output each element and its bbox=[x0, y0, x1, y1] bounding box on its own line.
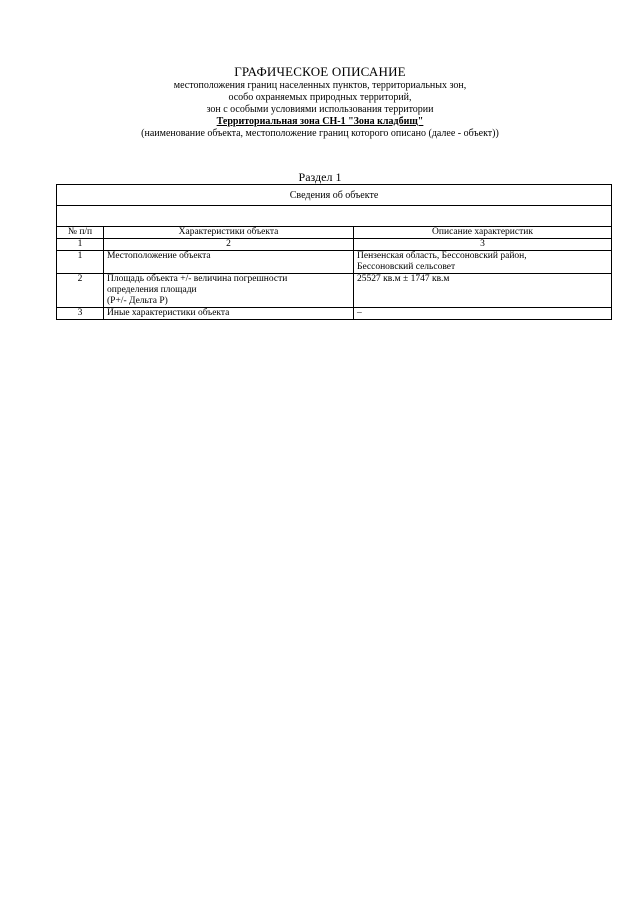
table-header-row bbox=[57, 227, 612, 239]
cell-line: Местоположение объекта bbox=[107, 251, 211, 261]
row-number: 1 bbox=[57, 251, 104, 274]
cell-line: (P+/- Дельта P) bbox=[107, 296, 168, 306]
document-header bbox=[0, 64, 640, 140]
document-title: ГРАФИЧЕСКОЕ ОПИСАНИЕ bbox=[234, 64, 406, 79]
row-description bbox=[354, 274, 612, 308]
section-title: Раздел 1 bbox=[298, 170, 342, 184]
column-header: № п/п bbox=[57, 227, 104, 239]
column-number: 1 bbox=[57, 239, 104, 251]
row-description bbox=[354, 251, 612, 274]
object-info-table bbox=[56, 184, 612, 320]
row-description bbox=[354, 308, 612, 320]
row-characteristic bbox=[104, 251, 354, 274]
cell-line: Пензенская область, Бессоновский район, bbox=[357, 251, 527, 261]
object-note: (наименование объекта, местоположение границ которого описано (далее - объект)) bbox=[141, 128, 499, 139]
table-row bbox=[57, 274, 612, 308]
header-line: зон с особыми условиями использования территории bbox=[206, 104, 434, 115]
column-header: Описание характеристик bbox=[354, 227, 612, 239]
row-number: 3 bbox=[57, 308, 104, 320]
row-characteristic bbox=[104, 274, 354, 308]
table-row bbox=[57, 308, 612, 320]
blank-row bbox=[57, 206, 612, 227]
row-number: 2 bbox=[57, 274, 104, 308]
cell-line: – bbox=[357, 308, 362, 318]
cell-line: 25527 кв.м ± 1747 кв.м bbox=[357, 274, 450, 284]
table-caption: Сведения об объекте bbox=[57, 185, 612, 206]
header-line: местоположения границ населенных пунктов, территориальных зон, bbox=[173, 80, 467, 91]
table-row bbox=[57, 251, 612, 274]
column-header: Характеристики объекта bbox=[104, 227, 354, 239]
cell-line: определения площади bbox=[107, 285, 197, 295]
column-number-row bbox=[57, 239, 612, 251]
object-name: Территориальная зона СН-1 "Зона кладбищ" bbox=[216, 116, 424, 127]
column-number: 3 bbox=[354, 239, 612, 251]
cell-line: Бессоновский сельсовет bbox=[357, 262, 456, 272]
cell-line: Иные характеристики объекта bbox=[107, 308, 230, 318]
column-number: 2 bbox=[104, 239, 354, 251]
row-characteristic bbox=[104, 308, 354, 320]
header-line: особо охраняемых природных территорий, bbox=[228, 92, 412, 103]
cell-line: Площадь объекта +/- величина погрешности bbox=[107, 274, 288, 284]
